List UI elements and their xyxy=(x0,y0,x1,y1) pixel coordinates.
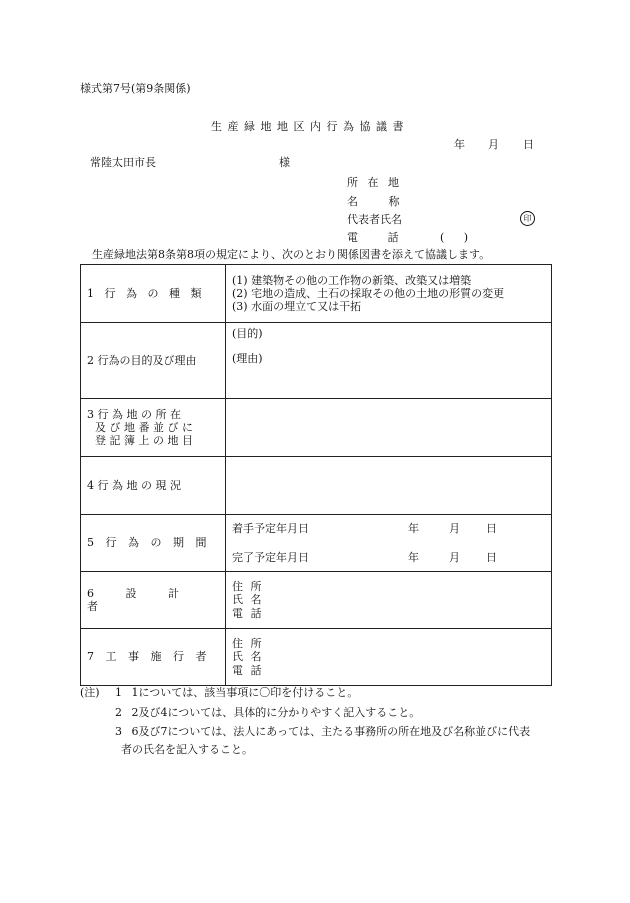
intro-text: 生産緑地法第8条第8項の規定により、次のとおり関係図書を添えて協議します。 xyxy=(92,248,491,261)
status-label: 4 行 為 地 の 現 況 xyxy=(81,457,226,515)
applicant-phone-label: 電 話 xyxy=(347,231,399,244)
applicant-name-label: 名 称 xyxy=(347,195,400,208)
row-contractor xyxy=(81,629,552,686)
addressee: 常陸太田市長 xyxy=(90,156,156,169)
option-2[interactable]: (2) 宅地の造成、土石の採取その他の土地の形質の変更 xyxy=(232,286,505,300)
document-title: 生 産 緑 地 地 区 内 行 為 協 議 書 xyxy=(211,120,405,133)
location-field[interactable] xyxy=(226,399,552,457)
purpose-label: 2 行為の目的及び理由 xyxy=(81,323,226,399)
date-year: 年 xyxy=(454,138,465,151)
contractor-field[interactable] xyxy=(226,629,552,686)
start-month: 月 xyxy=(449,521,460,535)
start-day: 日 xyxy=(486,521,497,535)
notes-head: (注) xyxy=(80,686,100,699)
end-date-row xyxy=(232,551,545,564)
applicant-location-label: 所 在 地 xyxy=(347,176,399,189)
end-year: 年 xyxy=(408,551,419,564)
end-month: 月 xyxy=(449,551,460,564)
start-date-label: 着手予定年月日 xyxy=(232,521,309,535)
action-type-label: 1 行 為 の 種 類 xyxy=(81,265,226,323)
option-1[interactable]: (1) 建築物その他の工作物の新築、改築又は増築 xyxy=(232,273,472,287)
note-item: 2 2及び4については、具体的に分かりやすく記入すること。 xyxy=(115,706,421,719)
designer-phone-label: 電 話 xyxy=(232,606,262,620)
form-number: 様式第7号(第9条関係) xyxy=(80,82,191,95)
row-action-type xyxy=(81,265,552,323)
contractor-name-label: 氏 名 xyxy=(232,650,262,664)
contractor-phone-label: 電 話 xyxy=(232,663,262,677)
honorific: 様 xyxy=(279,156,290,169)
status-field[interactable] xyxy=(226,457,552,515)
row-status xyxy=(81,457,552,515)
contractor-label: 7 工 事 施 行 者 xyxy=(81,629,226,686)
start-date-row xyxy=(232,522,545,535)
purpose-label-text: (目的) xyxy=(232,327,263,340)
form-table xyxy=(80,264,552,686)
designer-label: 6 設 計 者 xyxy=(81,572,226,629)
contractor-address-label: 住 所 xyxy=(232,637,262,651)
reason-label-text: (理由) xyxy=(232,352,263,366)
start-year: 年 xyxy=(408,521,419,535)
seal-icon: 印 xyxy=(520,211,535,226)
designer-field[interactable] xyxy=(226,572,552,629)
row-period xyxy=(81,515,552,572)
end-day: 日 xyxy=(486,551,497,564)
note-continuation: 者の氏名を記入すること。 xyxy=(121,743,253,756)
location-label: 3 行 為 地 の 所 在 及 び 地 番 並 び に 登 記 簿 上 の 地 目 xyxy=(81,399,226,457)
designer-name-label: 氏 名 xyxy=(232,593,262,607)
period-field[interactable] xyxy=(226,515,552,572)
note-item: 3 6及び7については、法人にあっては、主たる事務所の所在地及び名称並びに代表 xyxy=(115,725,531,738)
applicant-rep-label: 代表者氏名 xyxy=(347,213,402,226)
purpose-field[interactable] xyxy=(226,323,552,399)
note-item: 1 1については、該当事項に〇印を付けること。 xyxy=(115,686,359,699)
date-day: 日 xyxy=(523,138,534,151)
option-3[interactable]: (3) 水面の埋立て又は干拓 xyxy=(232,300,362,314)
row-location xyxy=(81,399,552,457)
period-label: 5 行 為 の 期 間 xyxy=(81,515,226,572)
row-purpose xyxy=(81,323,552,399)
row-designer xyxy=(81,572,552,629)
applicant-phone-paren: ( ) xyxy=(440,231,469,244)
end-date-label: 完了予定年月日 xyxy=(232,551,309,564)
designer-address-label: 住 所 xyxy=(232,580,262,594)
action-type-options[interactable] xyxy=(226,265,552,323)
date-month: 月 xyxy=(488,138,499,151)
